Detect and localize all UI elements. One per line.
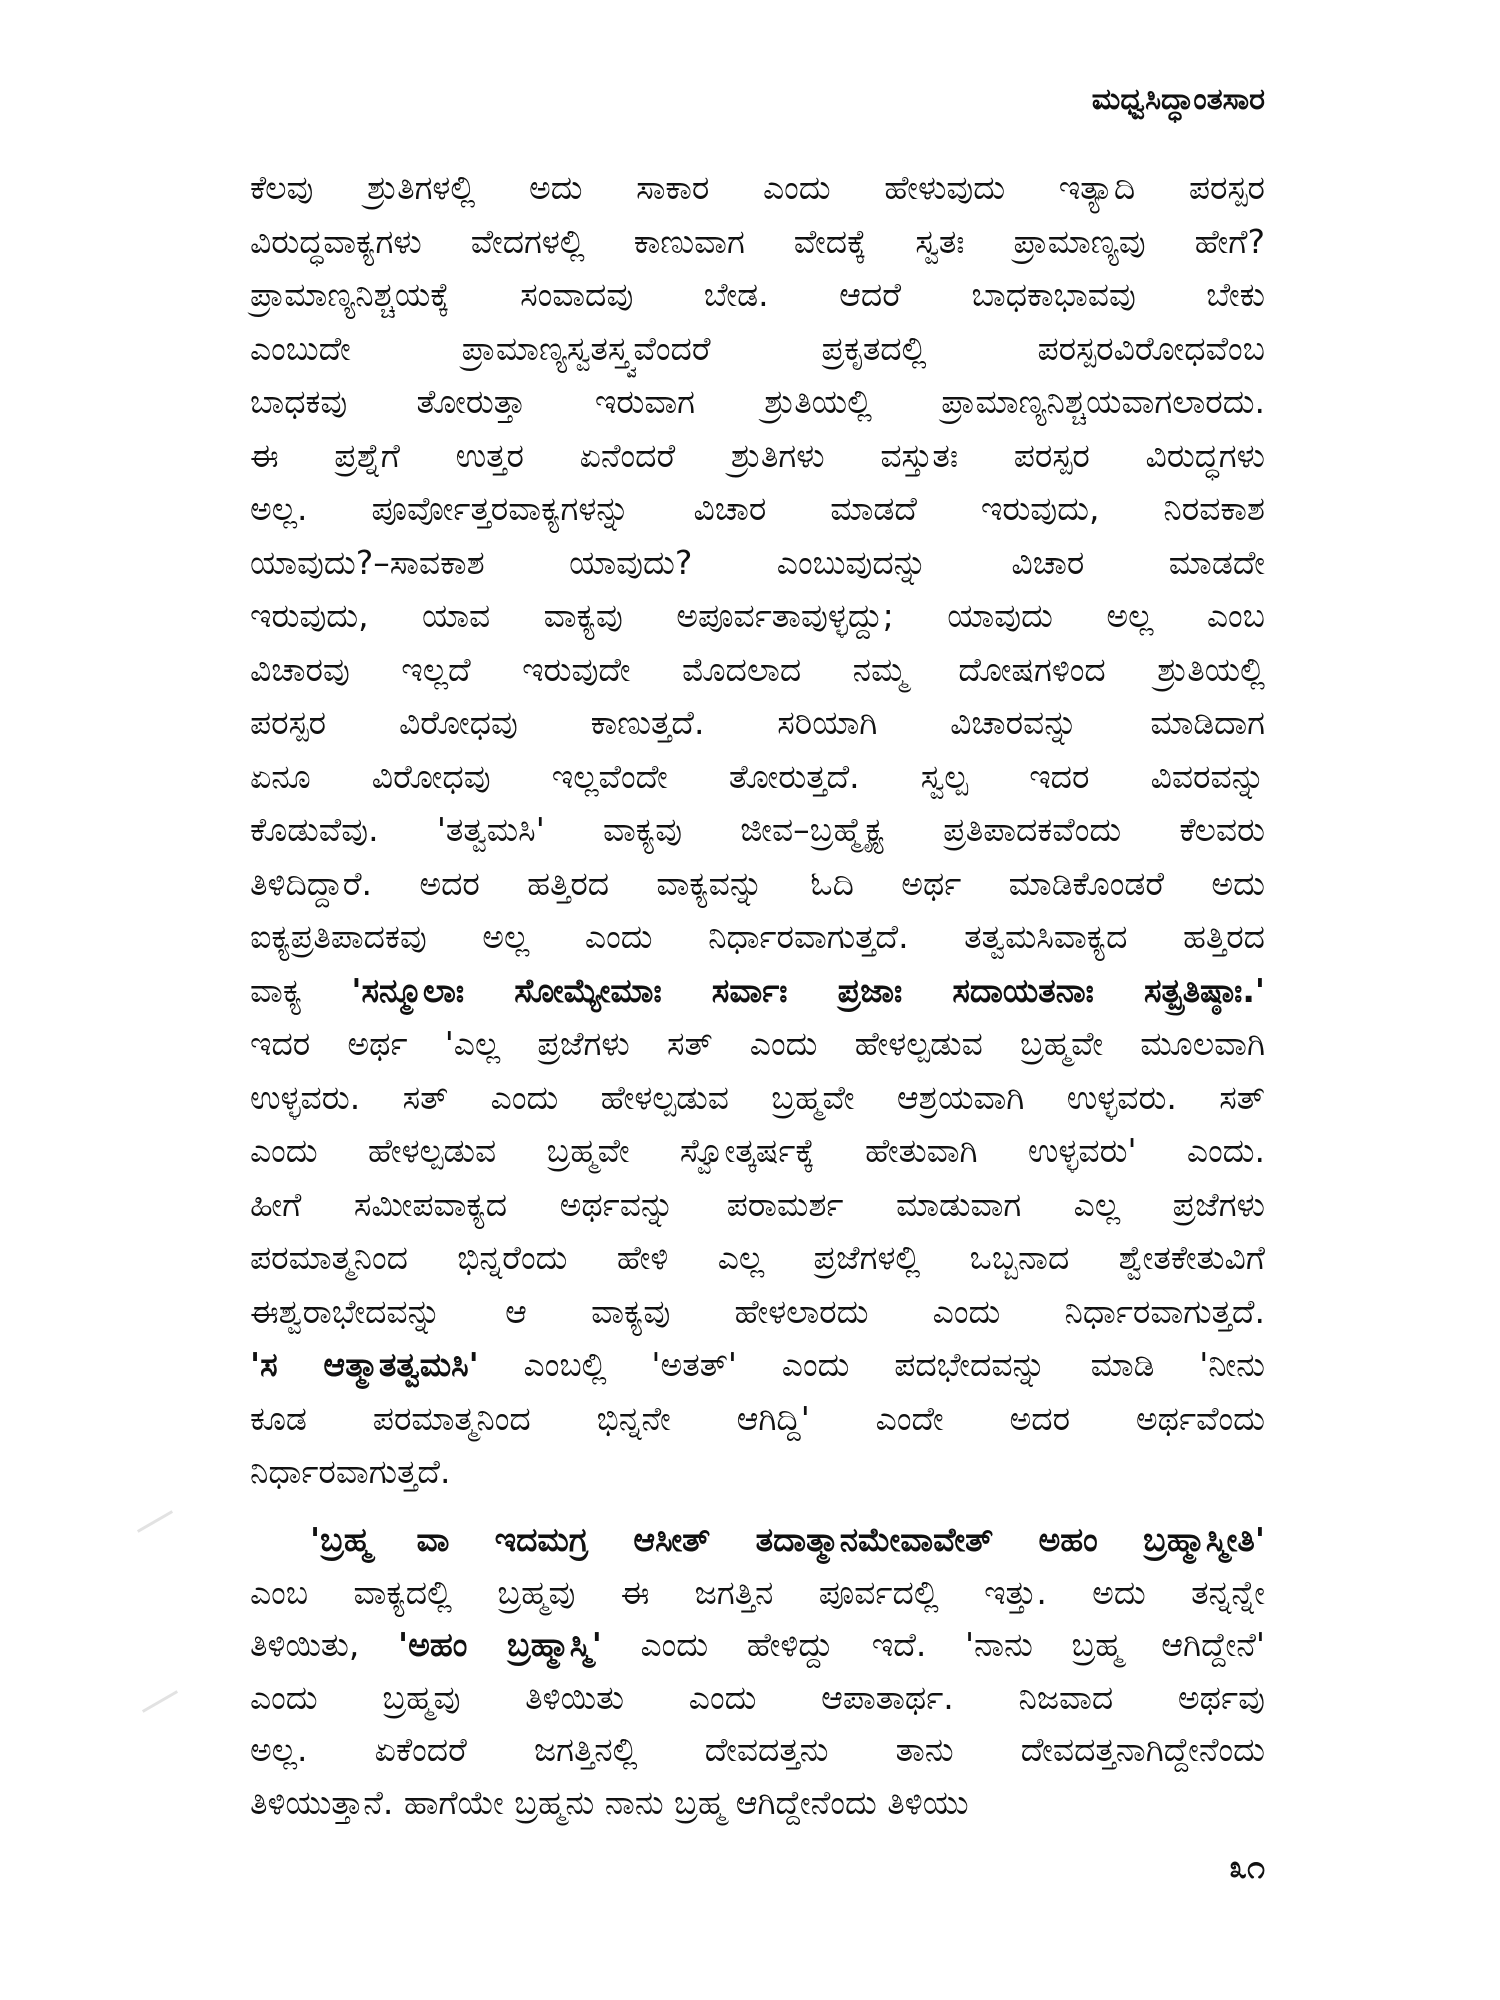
text-line: [250, 643, 1265, 697]
text-segment: ಕೊಡುವೆವು. 'ತತ್ವಮಸಿ' ವಾಕ್ಯವು ಜೀವ–ಬ್ರಹ್ಮೈಕ್ಯ ಪ್ರತಿಪಾದಕವೆಂದು ಕೆಲವರು: [250, 810, 1265, 849]
text-line: [250, 1124, 1265, 1178]
text-line: [250, 910, 1265, 964]
text-segment: ತಿಳಿಯಿತು,: [250, 1625, 398, 1665]
text-line: [250, 964, 1265, 1018]
text-line: [250, 1071, 1265, 1125]
text-line: [250, 803, 1265, 857]
text-line: [250, 1566, 1265, 1620]
scan-mark: [142, 1690, 178, 1713]
text-segment: ಇದರ ಅರ್ಥ 'ಎಲ್ಲ ಪ್ರಜೆಗಳು ಸತ್ ಎಂದು ಹೇಳಲ್ಪಡುವ ಬ್ರಹ್ಮವೇ ಮೂಲವಾಗಿ: [250, 1024, 1265, 1063]
text-line: [250, 429, 1265, 483]
text-line: [310, 1513, 1265, 1567]
text-segment: ಎಂಬ ವಾಕ್ಯದಲ್ಲಿ ಬ್ರಹ್ಮವು ಈ ಜಗತ್ತಿನ ಪೂರ್ವದಲ್ಲಿ ಇತ್ತು. ಅದು ತನ್ನನ್ನೇ: [250, 1572, 1265, 1612]
text-line: [250, 589, 1265, 643]
text-line: [250, 1723, 1265, 1777]
bold-quote: 'ಸನ್ಮೂಲಾಃ ಸೋಮ್ಯೇಮಾಃ ಸರ್ವಾಃ ಪ್ರಜಾಃ ಸದಾಯತನಾಃ ಸತ್ಪ್ರತಿಷ್ಠಾಃ.': [351, 970, 1266, 1010]
text-segment: ಎಂದು ಬ್ರಹ್ಮವು ತಿಳಿಯಿತು ಎಂದು ಆಪಾತಾರ್ಥ. ನಿಜವಾದ ಅರ್ಥವು: [250, 1677, 1265, 1717]
text-segment: ಅಲ್ಲ. ಏಕೆಂದರೆ ಜಗತ್ತಿನಲ್ಲಿ ದೇವದತ್ತನು ತಾನು ದೇವದತ್ತನಾಗಿದ್ದೇನೆಂದು: [250, 1730, 1265, 1770]
text-segment: ಪ್ರಾಮಾಣ್ಯನಿಶ್ಚಯಕ್ಕೆ ಸಂವಾದವು ಬೇಡ. ಆದರೆ ಬಾಧಕಾಭಾವವು ಬೇಕು: [250, 275, 1265, 314]
text-line: [250, 268, 1265, 322]
text-segment: ಎಂದು ಹೇಳಲ್ಪಡುವ ಬ್ರಹ್ಮವೇ ಸ್ವೋತ್ಕರ್ಷಕ್ಕೆ ಹೇತುವಾಗಿ ಉಳ್ಳವರು' ಎಂದು.: [250, 1131, 1265, 1170]
text-segment: ಬಾಧಕವು ತೋರುತ್ತಾ ಇರುವಾಗ ಶ್ರುತಿಯಲ್ಲಿ ಪ್ರಾಮಾಣ್ಯನಿಶ್ಚಯವಾಗಲಾರದು.: [250, 382, 1265, 421]
text-line: [250, 375, 1265, 429]
text-segment: ಎಂಬುದೇ ಪ್ರಾಮಾಣ್ಯಸ್ವತಸ್ತ್ವವೆಂದರೆ ಪ್ರಕೃತದಲ್ಲಿ ಪರಸ್ಪರವಿರೋಧವೆಂಬ: [250, 328, 1265, 368]
text-segment: ಯಾವುದು?–ಸಾವಕಾಶ ಯಾವುದು? ಎಂಬುವುದನ್ನು ವಿಚಾರ ಮಾಡದೇ: [250, 542, 1265, 582]
text-line: [250, 1285, 1265, 1339]
running-head: ಮಧ್ವಸಿದ್ಧಾಂತಸಾರ: [1091, 82, 1265, 117]
text-line: [250, 750, 1265, 804]
text-segment: ಇರುವುದು, ಯಾವ ವಾಕ್ಯವು ಅಪೂರ್ವತಾವುಳ್ಳದ್ದು; ಯಾವುದು ಅಲ್ಲ ಎಂಬ: [250, 596, 1265, 635]
text-segment: ಪರಮಾತ್ಮನಿಂದ ಭಿನ್ನರೆಂದು ಹೇಳಿ ಎಲ್ಲ ಪ್ರಜೆಗಳಲ್ಲಿ ಒಬ್ಬನಾದ ಶ್ವೇತಕೇತುವಿಗೆ: [250, 1238, 1265, 1277]
text-segment: ಏನೂ ವಿರೋಧವು ಇಲ್ಲವೆಂದೇ ತೋರುತ್ತದೆ. ಸ್ವಲ್ಪ ಇದರ ವಿವರವನ್ನು: [250, 756, 1265, 796]
text-line: [250, 215, 1265, 269]
bold-quote: 'ಬ್ರಹ್ಮ ವಾ ಇದಮಗ್ರ ಆಸೀತ್ ತದಾತ್ಮಾನಮೇವಾವೇತ್ ಅಹಂ ಬ್ರಹ್ಮಾಸ್ಮೀತಿ': [310, 1520, 1265, 1559]
text-line: [250, 1445, 1265, 1499]
text-line: [250, 322, 1265, 376]
text-segment: ಉಳ್ಳವರು. ಸತ್ ಎಂದು ಹೇಳಲ್ಪಡುವ ಬ್ರಹ್ಮವೇ ಆಶ್ರಯವಾಗಿ ಉಳ್ಳವರು. ಸತ್: [250, 1077, 1265, 1117]
text-line: [250, 1017, 1265, 1071]
text-segment: ನಿರ್ಧಾರವಾಗುತ್ತದೆ.: [250, 1452, 451, 1491]
text-segment: ವಿರುದ್ಧವಾಕ್ಯಗಳು ವೇದಗಳಲ್ಲಿ ಕಾಣುವಾಗ ವೇದಕ್ಕೆ ಸ್ವತಃ ಪ್ರಾಮಾಣ್ಯವು ಹೇಗೆ?: [250, 221, 1265, 261]
text-segment: ಪರಸ್ಪರ ವಿರೋಧವು ಕಾಣುತ್ತದೆ. ಸರಿಯಾಗಿ ವಿಚಾರವನ್ನು ಮಾಡಿದಾಗ: [250, 703, 1265, 742]
text-line: [250, 857, 1265, 911]
text-segment: ಎಂದು ಹೇಳಿದ್ದು ಇದೆ. 'ನಾನು ಬ್ರಹ್ಮ ಆಗಿದ್ದೇನೆ': [601, 1625, 1265, 1665]
text-segment: ತಿಳಿದಿದ್ದಾರೆ. ಅದರ ಹತ್ತಿರದ ವಾಕ್ಯವನ್ನು ಓದಿ ಅರ್ಥ ಮಾಡಿಕೊಂಡರೆ ಅದು: [250, 863, 1265, 903]
bold-quote: 'ಸ ಆತ್ಮಾತತ್ವಮಸಿ': [250, 1345, 479, 1384]
scan-mark: [137, 1510, 173, 1533]
text-segment: ಕೆಲವು ಶ್ರುತಿಗಳಲ್ಲಿ ಅದು ಸಾಕಾರ ಎಂದು ಹೇಳುವುದು ಇತ್ಯಾದಿ ಪರಸ್ಪರ: [250, 168, 1265, 207]
text-segment: ವಾಕ್ಯ: [250, 970, 352, 1010]
text-line: [250, 1231, 1265, 1285]
text-segment: ಐಕ್ಯಪ್ರತಿಪಾದಕವು ಅಲ್ಲ ಎಂದು ನಿರ್ಧಾರವಾಗುತ್ತದೆ. ತತ್ವಮಸಿವಾಕ್ಯದ ಹತ್ತಿರದ: [250, 917, 1265, 956]
text-line: [250, 482, 1265, 536]
bold-quote: 'ಅಹಂ ಬ್ರಹ್ಮಾಸ್ಮಿ': [398, 1625, 602, 1665]
text-segment: ತಿಳಿಯುತ್ತಾನೆ. ಹಾಗೆಯೇ ಬ್ರಹ್ಮನು ನಾನು ಬ್ರಹ್ಮ ಆಗಿದ್ದೇನೆಂದು ತಿಳಿಯು: [250, 1783, 969, 1822]
text-line: [250, 1618, 1265, 1672]
text-line: [250, 161, 1265, 215]
page-number: ೩೧: [1229, 1848, 1265, 1886]
text-line: [250, 1338, 1265, 1392]
text-segment: ಹೀಗೆ ಸಮೀಪವಾಕ್ಯದ ಅರ್ಥವನ್ನು ಪರಾಮರ್ಶ ಮಾಡುವಾಗ ಎಲ್ಲ ಪ್ರಜೆಗಳು: [250, 1184, 1265, 1224]
text-line: [250, 536, 1265, 590]
text-segment: ಎಂಬಲ್ಲಿ 'ಅತತ್' ಎಂದು ಪದಭೇದವನ್ನು ಮಾಡಿ 'ನೀನು: [478, 1345, 1266, 1384]
text-line: [250, 1392, 1265, 1446]
text-line: [250, 696, 1265, 750]
text-line: [250, 1178, 1265, 1232]
text-segment: ಈಶ್ವರಾಭೇದವನ್ನು ಆ ವಾಕ್ಯವು ಹೇಳಲಾರದು ಎಂದು ನಿರ್ಧಾರವಾಗುತ್ತದೆ.: [250, 1291, 1265, 1331]
text-segment: ಈ ಪ್ರಶ್ನೆಗೆ ಉತ್ತರ ಏನೆಂದರೆ ಶ್ರುತಿಗಳು ವಸ್ತುತಃ ಪರಸ್ಪರ ವಿರುದ್ಧಗಳು: [250, 435, 1265, 475]
text-segment: ಕೂಡ ಪರಮಾತ್ಮನಿಂದ ಭಿನ್ನನೇ ಆಗಿದ್ದಿ' ಎಂದೇ ಅದರ ಅರ್ಥವೆಂದು: [250, 1398, 1265, 1438]
text-segment: ಅಲ್ಲ. ಪೂರ್ವೋತ್ತರವಾಕ್ಯಗಳನ್ನು ವಿಚಾರ ಮಾಡದೆ ಇರುವುದು, ನಿರವಕಾಶ: [250, 489, 1265, 528]
text-line: [250, 1776, 1265, 1830]
text-line: [250, 1671, 1265, 1725]
text-segment: ವಿಚಾರವು ಇಲ್ಲದೆ ಇರುವುದೇ ಮೊದಲಾದ ನಮ್ಮ ದೋಷಗಳಿಂದ ಶ್ರುತಿಯಲ್ಲಿ: [250, 649, 1265, 689]
